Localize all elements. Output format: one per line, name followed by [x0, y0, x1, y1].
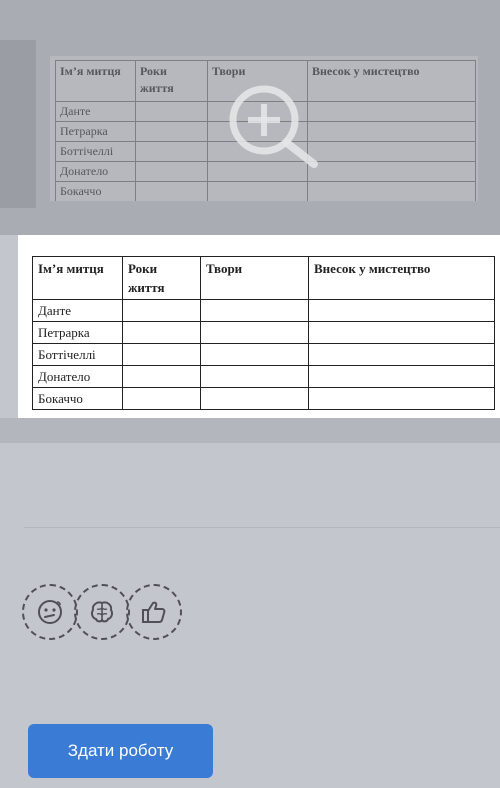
reaction-like-button[interactable]	[126, 584, 182, 640]
header-cell: Внесок у мистецтво	[309, 257, 495, 300]
table-card	[18, 235, 500, 418]
name-cell: Данте	[33, 300, 123, 322]
name-cell: Петрарка	[56, 122, 136, 142]
name-cell: Данте	[56, 102, 136, 122]
name-cell: Боттічеллі	[56, 142, 136, 162]
card-shadow-band	[0, 418, 500, 443]
name-cell: Бокаччо	[33, 388, 123, 410]
name-cell: Донатело	[33, 366, 123, 388]
table-row	[56, 182, 476, 202]
reaction-brain-button[interactable]	[74, 584, 130, 640]
name-cell: Донатело	[56, 162, 136, 182]
thumbs-up-icon	[140, 598, 168, 626]
header-cell: Роки життя	[123, 257, 201, 300]
reaction-bar	[20, 584, 180, 642]
thinking-face-icon	[36, 598, 64, 626]
submit-work-button[interactable]: Здати роботу	[28, 724, 213, 778]
header-cell: Твори	[208, 61, 308, 102]
divider	[24, 527, 500, 528]
name-cell: Бокаччо	[56, 182, 136, 202]
artists-table	[32, 256, 495, 410]
zoom-in-icon[interactable]	[228, 84, 320, 170]
brain-icon	[88, 598, 116, 626]
table-row	[33, 300, 495, 322]
header-cell: Внесок у мистецтво	[308, 61, 476, 102]
header-cell: Ім’я митця	[56, 61, 136, 102]
header-cell: Роки життя	[136, 61, 208, 102]
name-cell: Петрарка	[33, 322, 123, 344]
table-row	[33, 366, 495, 388]
table-header-row	[33, 257, 495, 300]
name-cell: Боттічеллі	[33, 344, 123, 366]
table-row	[33, 344, 495, 366]
table-row	[33, 322, 495, 344]
table-row	[33, 388, 495, 410]
header-cell: Твори	[201, 257, 309, 300]
left-dark-strip	[0, 40, 36, 208]
header-cell: Ім’я митця	[33, 257, 123, 300]
reaction-thinking-button[interactable]	[22, 584, 78, 640]
